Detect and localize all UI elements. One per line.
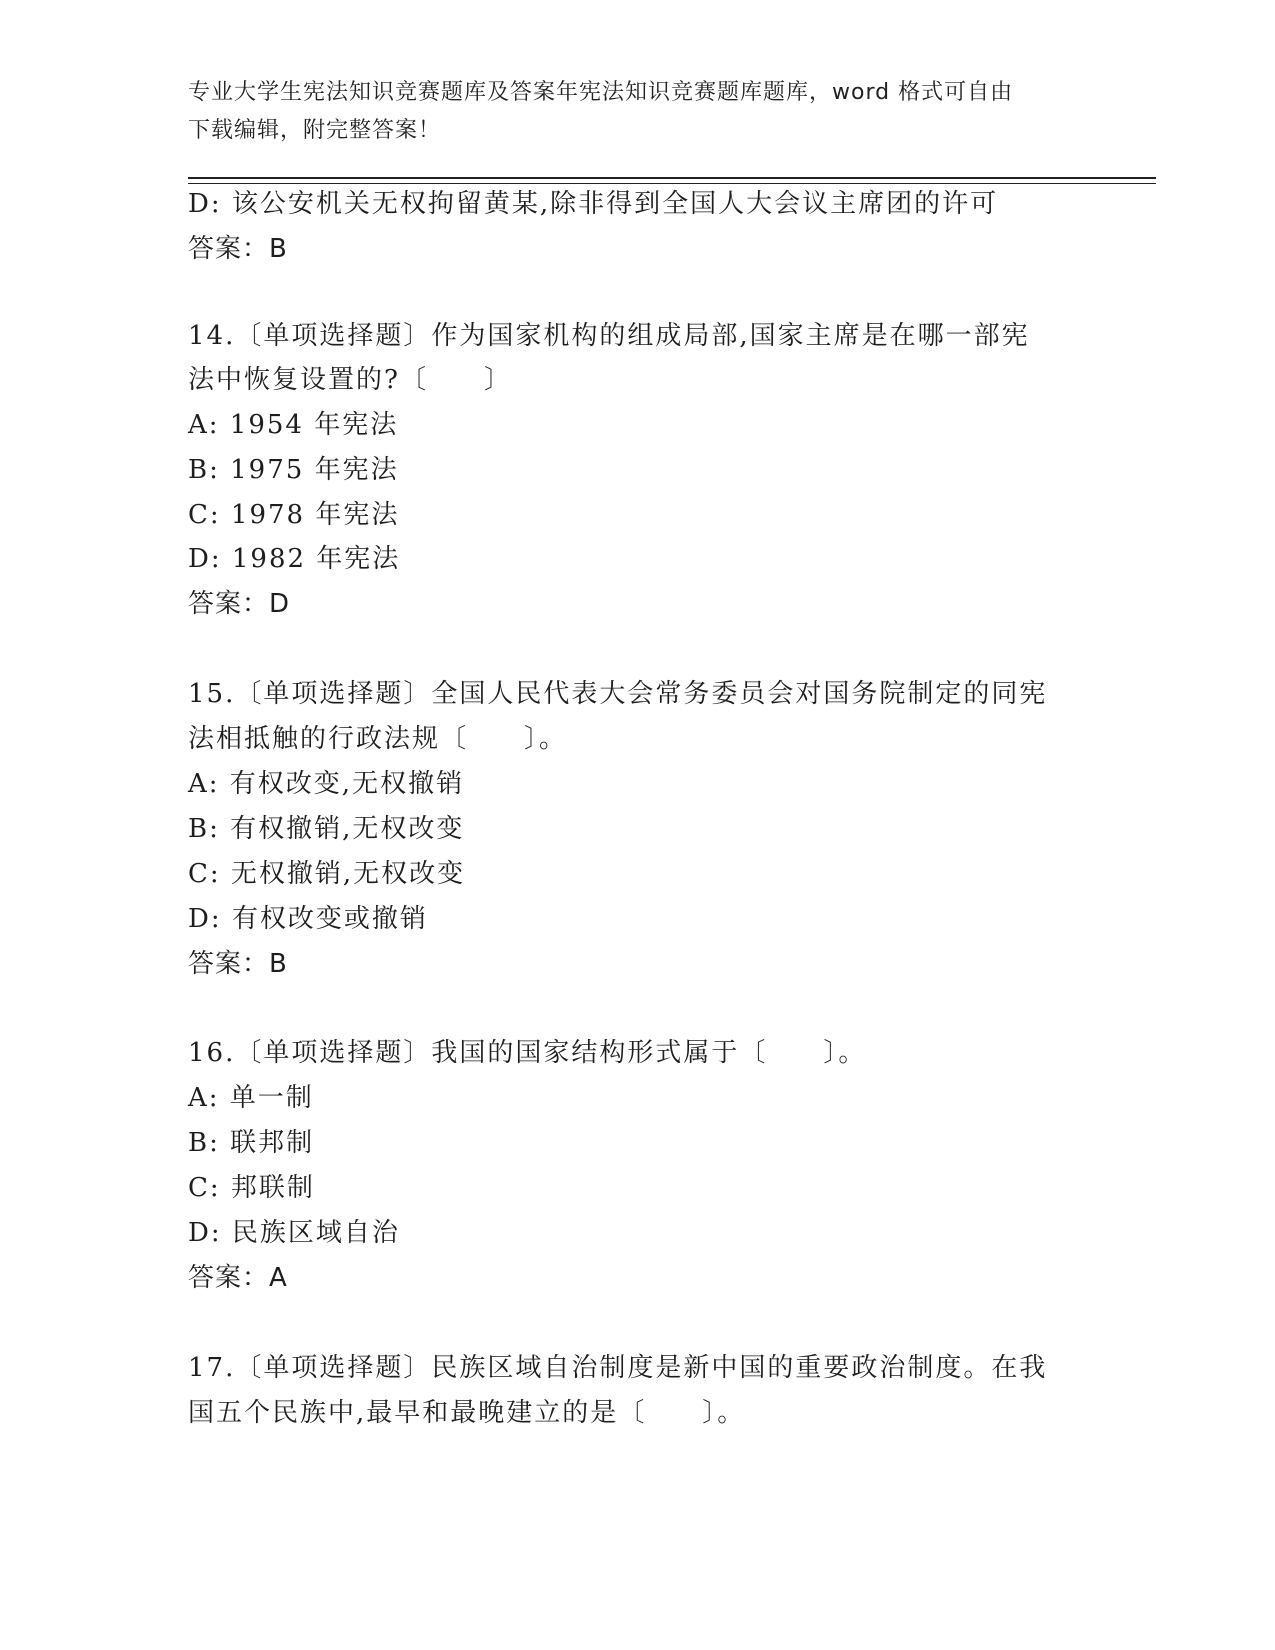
option-b: B: 有权撤销,无权改变 <box>188 814 465 844</box>
option-a: A: 有权改变,无权撤销 <box>188 769 465 799</box>
answer: 答案：B <box>188 234 288 264</box>
option-d: D: 民族区域自治 <box>188 1218 400 1248</box>
option-a: A: 1954 年宪法 <box>188 410 399 440</box>
header-divider <box>188 177 1156 179</box>
question-stem-continued: 法相抵触的行政法规〔 〕。 <box>188 724 568 754</box>
answer: 答案：D <box>188 589 291 619</box>
option-d: D: 1982 年宪法 <box>188 544 401 574</box>
option-d: D: 该公安机关无权拘留黄某,除非得到全国人大会议主席团的许可 <box>188 189 999 219</box>
option-c: C: 邦联制 <box>188 1173 315 1203</box>
option-c: C: 无权撤销,无权改变 <box>188 859 466 889</box>
header-text <box>188 74 1068 150</box>
question-stem-continued: 国五个民族中,最早和最晚建立的是〔 〕。 <box>188 1398 746 1428</box>
question-stem: 16.〔单项选择题〕我国的国家结构形式属于〔 〕。 <box>188 1038 867 1068</box>
question-stem: 15.〔单项选择题〕全国人民代表大会常务委员会对国务院制定的同宪 <box>188 679 1048 709</box>
option-c: C: 1978 年宪法 <box>188 500 400 530</box>
header-line-2: 下载编辑，附完整答案！ <box>188 118 442 143</box>
option-a: A: 单一制 <box>188 1083 314 1113</box>
option-b: B: 1975 年宪法 <box>188 455 399 485</box>
answer: 答案：B <box>188 949 288 979</box>
option-d: D: 有权改变或撤销 <box>188 904 428 934</box>
answer: 答案：A <box>188 1263 288 1293</box>
header-line-1: 专业大学生宪法知识竞赛题库及答案年宪法知识竞赛题库题库，word 格式可自由 <box>188 80 1014 105</box>
header-divider-thin <box>188 183 1156 184</box>
question-stem-continued: 法中恢复设置的?〔 〕 <box>188 365 512 395</box>
option-b: B: 联邦制 <box>188 1128 315 1158</box>
question-stem: 17.〔单项选择题〕民族区域自治制度是新中国的重要政治制度。在我 <box>188 1353 1048 1383</box>
question-stem: 14.〔单项选择题〕作为国家机构的组成局部,国家主席是在哪一部宪 <box>188 321 1030 351</box>
